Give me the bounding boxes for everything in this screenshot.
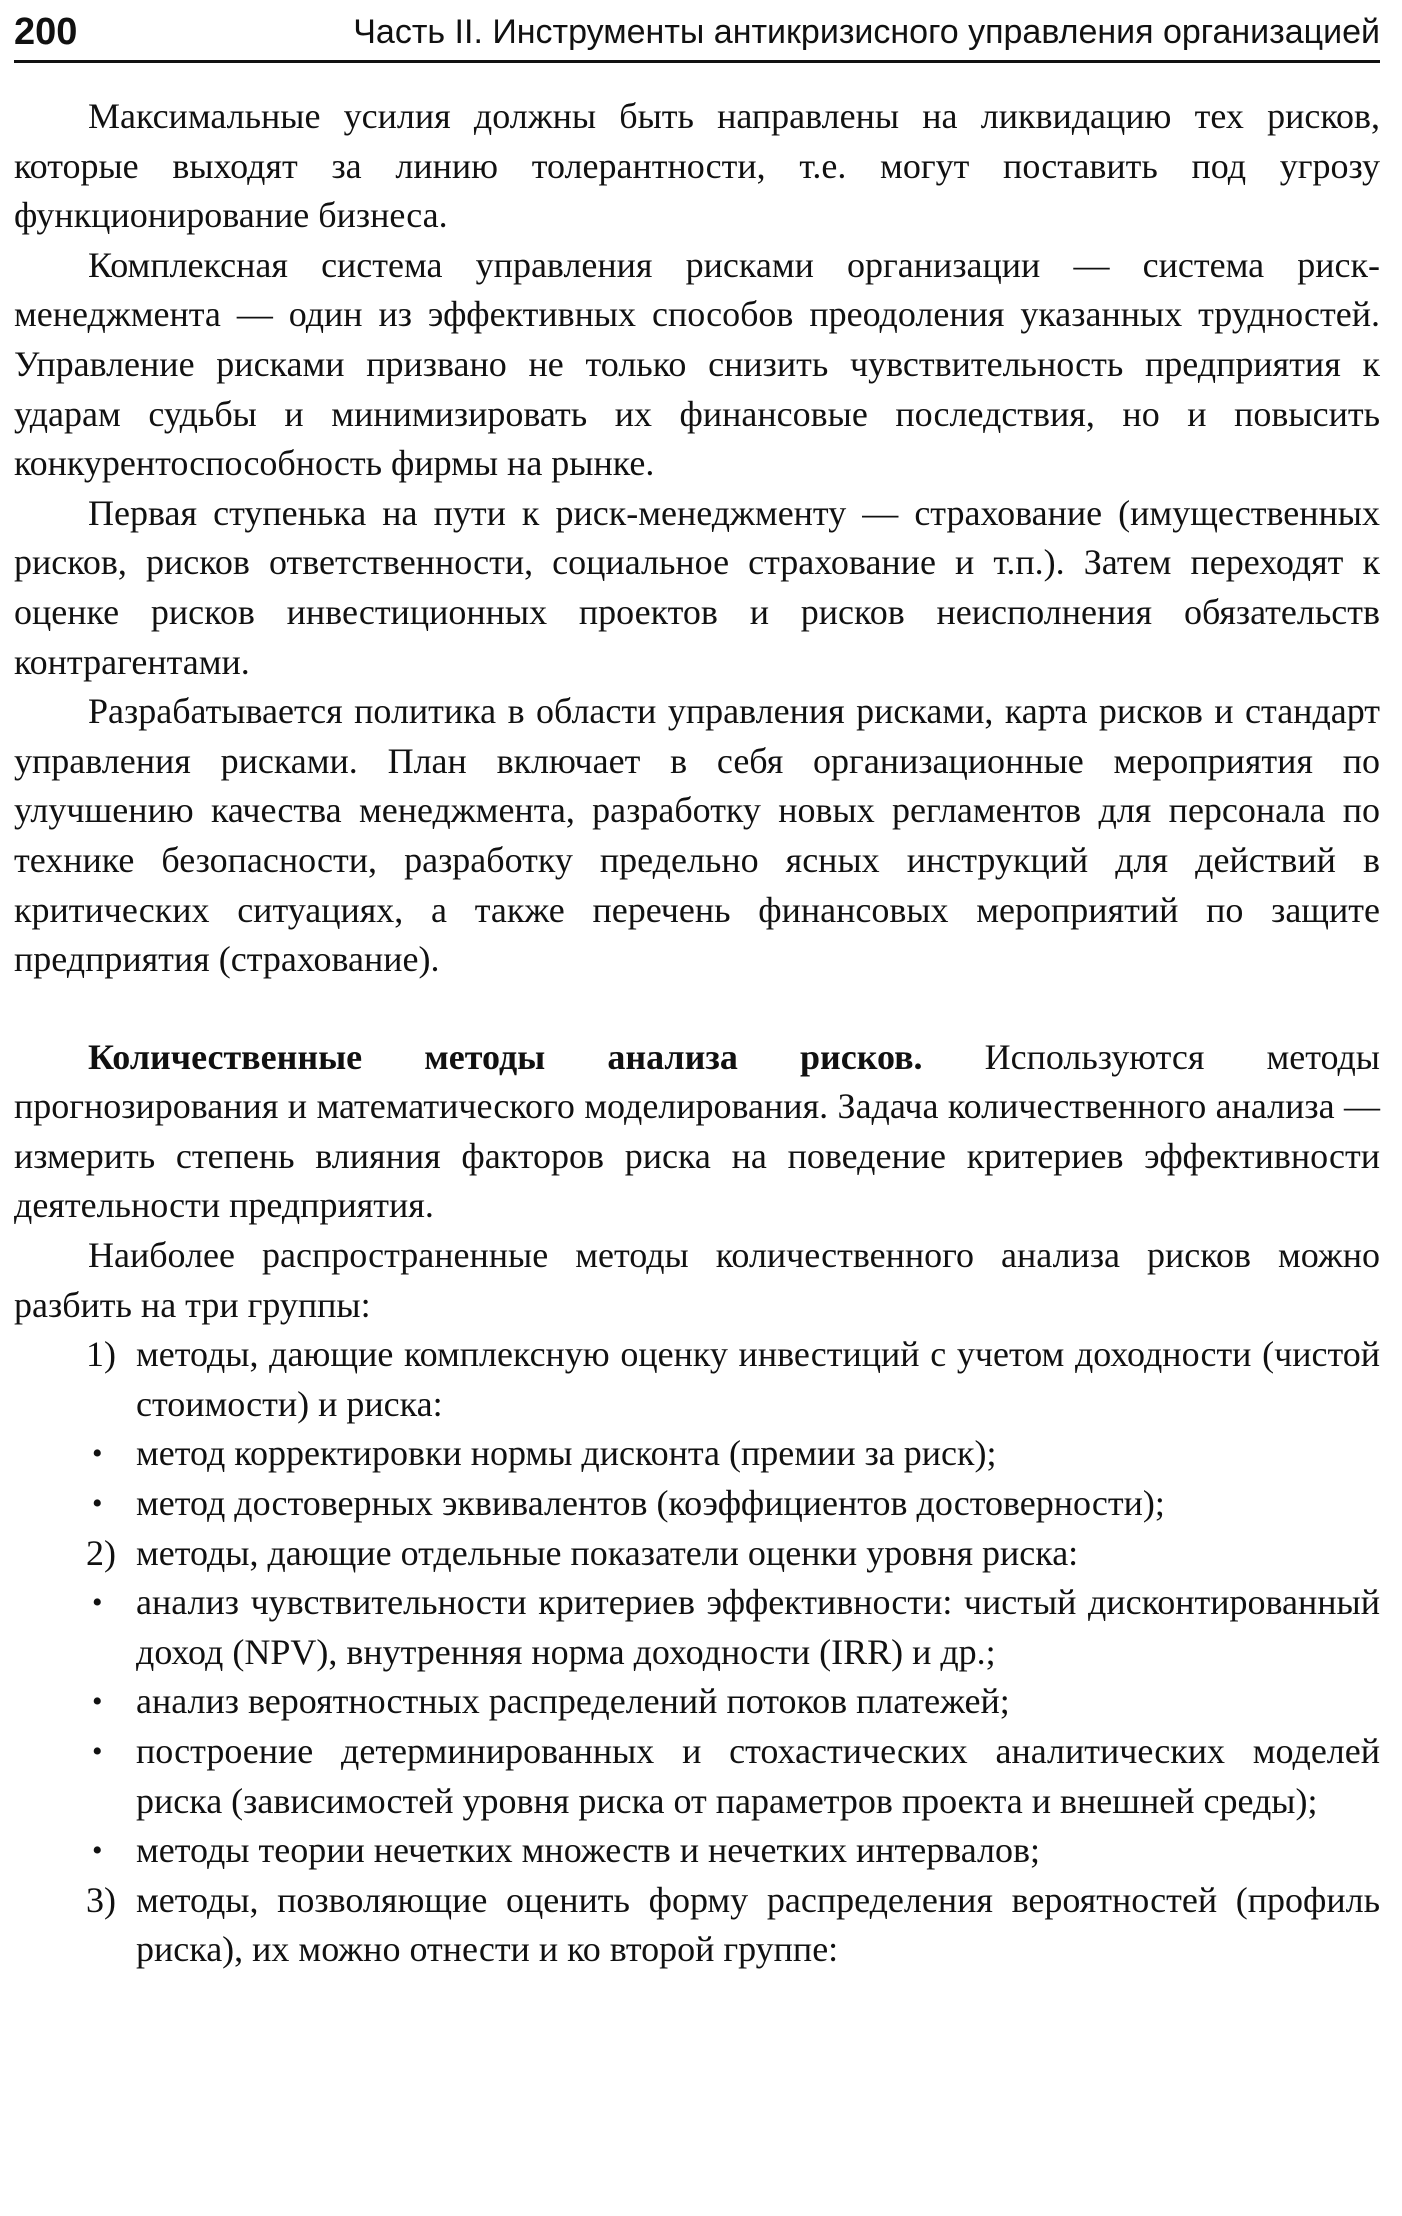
bullet-icon: • (92, 1586, 103, 1620)
paragraph-1: Максимальные усилия должны быть направлены на ликвидацию тех рисков, которые выходят за линию толерантности, т.е. могут поставить под угрозу функционирование бизнеса. (14, 96, 1380, 236)
list-number: 2) (86, 1532, 116, 1573)
paragraph-6: Наиболее распространенные методы количественного анализа рисков можно разбить на три группы: (14, 1235, 1380, 1325)
bullet-item (14, 1429, 1380, 1479)
list-item-text: построение детерминированных и стохастических аналитических моделей риска (зависимостей уровня риска от параметров проекта и внешней среды); (136, 1731, 1380, 1821)
list-number: 1) (86, 1334, 116, 1375)
paragraph-3: Первая ступенька на пути к риск-менеджменту — страхование (имущественных рисков, рисков ответственности, социальное страхование и т.п.). Затем переходят к оценке рисков инвестиционных проектов и рисков неисполнения обязательств контрагентами. (14, 492, 1380, 682)
running-title: Часть II. Инструменты антикризисного управления организацией (353, 13, 1380, 51)
bullet-icon: • (92, 1735, 103, 1768)
bullet-item (14, 1578, 1380, 1677)
page-number: 200 (14, 11, 78, 53)
paragraph-5-text: Используются методы прогнозирования и математического моделирования. Задача количественного анализа — измерить степень влияния факторов риска на поведение критериев эффективности деятельности предприятия. (14, 1036, 1380, 1226)
bullet-icon: • (92, 1437, 103, 1471)
section-heading: Количественные методы анализа рисков. (88, 1036, 923, 1077)
list-number: 3) (86, 1879, 116, 1920)
list-item-text: метод корректировки нормы дисконта (премии за риск); (136, 1433, 997, 1474)
bullet-icon: • (92, 1685, 103, 1719)
bullet-item (14, 1479, 1380, 1529)
list-item-text: методы, дающие отдельные показатели оценки уровня риска: (136, 1532, 1079, 1573)
list-item-text: методы, дающие комплексную оценку инвестиций с учетом доходности (чистой стоимости) и риска: (136, 1334, 1380, 1424)
paragraph-4: Разрабатывается политика в области управления рисками, карта рисков и стандарт управления рисками. План включает в себя организационные мероприятия по улучшению качества менеджмента, разработку новых регламентов для персонала по технике безопасности, разработку предельно ясных инструкций для действий в критических ситуациях, а также перечень финансовых мероприятий по защите предприятия (страхование). (14, 691, 1380, 980)
list-item-group-2 (14, 1529, 1380, 1579)
list-item-text: метод достоверных эквивалентов (коэффициентов достоверности); (136, 1483, 1165, 1524)
list-item-text: методы, позволяющие оценить форму распределения вероятностей (профиль риска), их можно отнести и ко второй группе: (136, 1879, 1380, 1970)
list-item-text: методы теории нечетких множеств и нечетких интервалов; (136, 1830, 1040, 1871)
page-body (14, 92, 1380, 1975)
bullet-item (14, 1826, 1380, 1876)
paragraph-2: Комплексная система управления рисками организации — система риск-менеджмента — один из эффективных способов преодоления указанных трудностей. Управление рисками призвано не только снизить чувствительность предприятия к ударам судьбы и минимизировать их финансовые последствия, но и повысить конкурентоспособность фирмы на рынке. (14, 244, 1380, 484)
bullet-item (14, 1727, 1380, 1826)
list-item-text: анализ вероятностных распределений потоков платежей; (136, 1681, 1010, 1722)
list-item-text: анализ чувствительности критериев эффективности: чистый дисконтированный доход (NPV), внутренняя норма доходности (IRR) и др.; (136, 1582, 1380, 1672)
bullet-item (14, 1677, 1380, 1727)
bullet-icon: • (92, 1487, 103, 1521)
bullet-icon: • (92, 1834, 103, 1868)
page-header (14, 4, 1380, 63)
list-item-group-3 (14, 1876, 1380, 1975)
list-item-group-1 (14, 1330, 1380, 1429)
paragraph-5 (14, 1033, 1380, 1231)
